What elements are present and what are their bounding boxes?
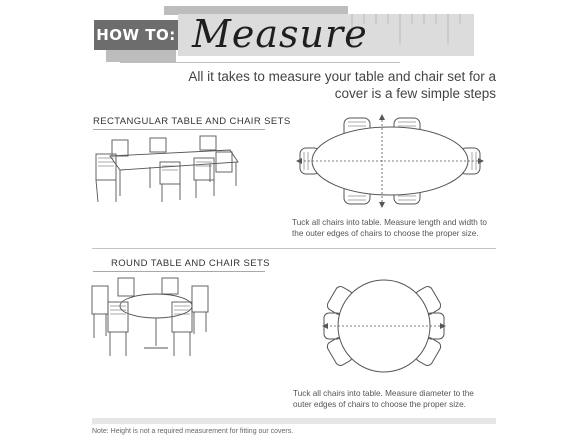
page-title: Measure: [192, 12, 368, 56]
round-set-illustration: [88, 276, 218, 360]
round-caption-line-1: Tuck all chairs into table. Measure diameter to the: [293, 389, 474, 398]
rectangular-caption-line-2: the outer edges of chairs to choose the proper size.: [292, 229, 479, 238]
round-top-view-diagram: [316, 266, 452, 386]
intro-line-2: cover is a few simple steps: [334, 86, 496, 101]
section-rule-rectangular: [93, 129, 265, 130]
intro-line-1: All it takes to measure your table and chair set for a: [188, 69, 496, 84]
rectangular-caption-line-1: Tuck all chairs into table. Measure length and width to: [292, 218, 487, 227]
section-title-round: ROUND TABLE AND CHAIR SETS: [111, 258, 270, 269]
header-banner-line: [120, 62, 400, 63]
rectangular-caption: [292, 217, 502, 239]
section-title-rectangular: RECTANGULAR TABLE AND CHAIR SETS: [93, 116, 291, 127]
bottom-band: [92, 418, 496, 424]
round-caption: [293, 388, 503, 410]
how-to-label: HOW TO:: [94, 20, 178, 50]
rectangular-set-illustration: [90, 136, 240, 208]
footnote: Note: Height is not a required measurement for fitting our covers.: [92, 428, 294, 435]
section-rule-round: [93, 271, 265, 272]
section-divider: [92, 248, 496, 249]
intro-text: [180, 68, 496, 102]
rectangular-top-view-diagram: [292, 112, 488, 212]
round-caption-line-2: outer edges of chairs to choose the proper size.: [293, 400, 466, 409]
header-banner-bottom-strip: [106, 50, 176, 62]
